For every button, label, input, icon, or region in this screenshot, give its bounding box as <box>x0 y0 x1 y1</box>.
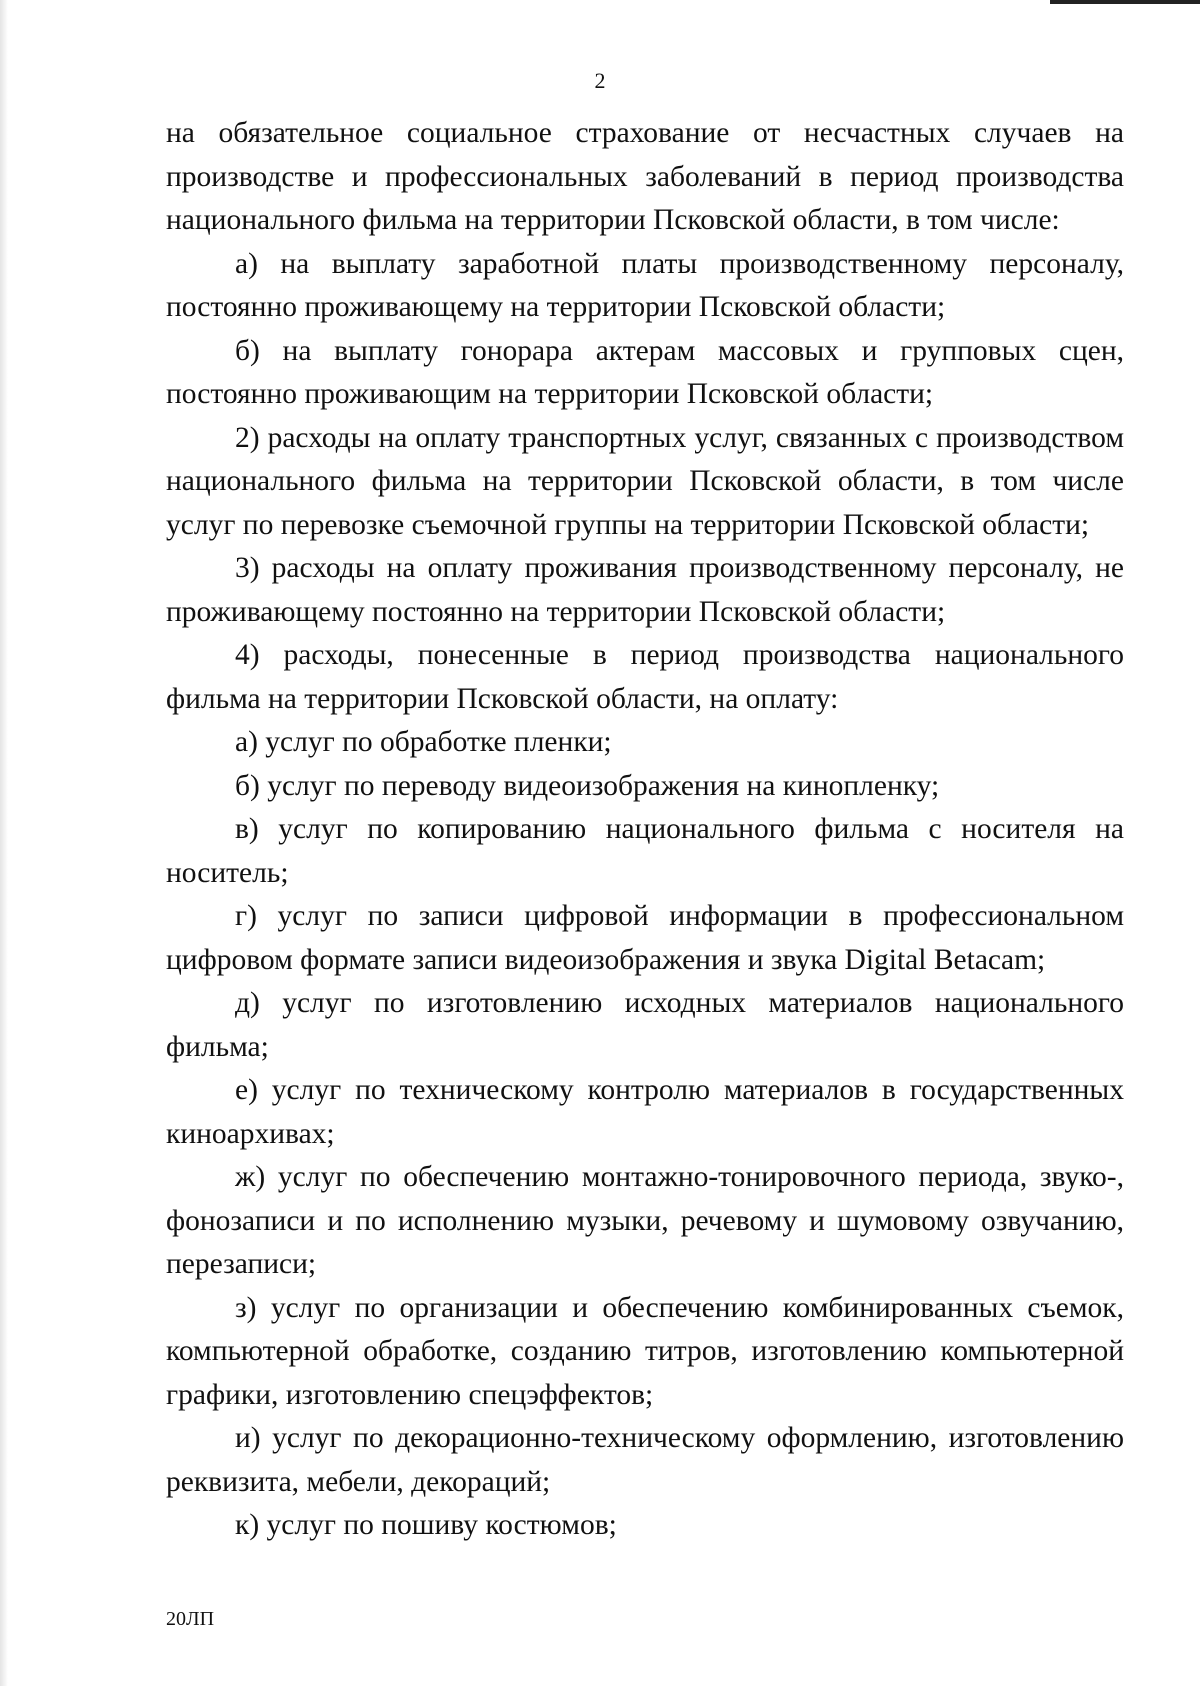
paragraph: к) услуг по пошиву костюмов; <box>235 1509 617 1541</box>
paragraph: г) услуг по записи цифровой информации в профессиональном цифровом формате записи видеоизображения и звука Digital Betacam; <box>166 900 1124 976</box>
paragraph: з) услуг по организации и обеспечению комбинированных съемок, компьютерной обработке, созданию титров, изготовлению компьютерной графики, изготовлению спецэффектов; <box>166 1291 1124 1411</box>
paragraph: и) услуг по декорационно-техническому оформлению, изготовлению реквизита, мебели, декораций; <box>166 1422 1124 1498</box>
paragraph: а) услуг по обработке пленки; <box>235 726 612 758</box>
paragraph: ж) услуг по обеспечению монтажно-тонировочного периода, звуко-, фонозаписи и по исполнению музыки, речевому и шумовому озвучанию, перезаписи; <box>166 1161 1124 1280</box>
paragraph: 4) расходы, понесенные в период производства национального фильма на территории Псковской области, на оплату: <box>166 639 1124 715</box>
page-number: 2 <box>594 68 606 93</box>
paragraph: 2) расходы на оплату транспортных услуг, связанных с производством национального фильма на территории Псковской области, в том числе услуг по перевозке съемочной группы на территории Псковской области; <box>166 421 1124 541</box>
paragraph: б) на выплату гонорара актерам массовых и групповых сцен, постоянно проживающим на территории Псковской области; <box>166 334 1124 410</box>
paragraph: 3) расходы на оплату проживания производственному персоналу, не проживающему постоянно на территории Псковской области; <box>166 552 1124 628</box>
paragraph: д) услуг по изготовлению исходных материалов национального фильма; <box>166 987 1124 1063</box>
paragraph: б) услуг по переводу видеоизображения на кинопленку; <box>235 769 940 802</box>
paragraph: а) на выплату заработной платы производственному персоналу, постоянно проживающему на территории Псковской области; <box>166 247 1124 323</box>
scan-edge <box>0 0 8 1686</box>
paragraph: в) услуг по копированию национального фильма с носителя на носитель; <box>166 813 1124 889</box>
scan-mark <box>1050 0 1200 4</box>
paragraph: на обязательное социальное страхование от несчастных случаев на производстве и профессиональных заболеваний в период производства национального фильма на территории Псковской области, в том числе: <box>166 117 1124 236</box>
document-code: 20ЛП <box>166 1608 215 1630</box>
paragraph: е) услуг по техническому контролю материалов в государственных киноархивах; <box>166 1074 1124 1150</box>
document-body <box>166 112 1124 1548</box>
